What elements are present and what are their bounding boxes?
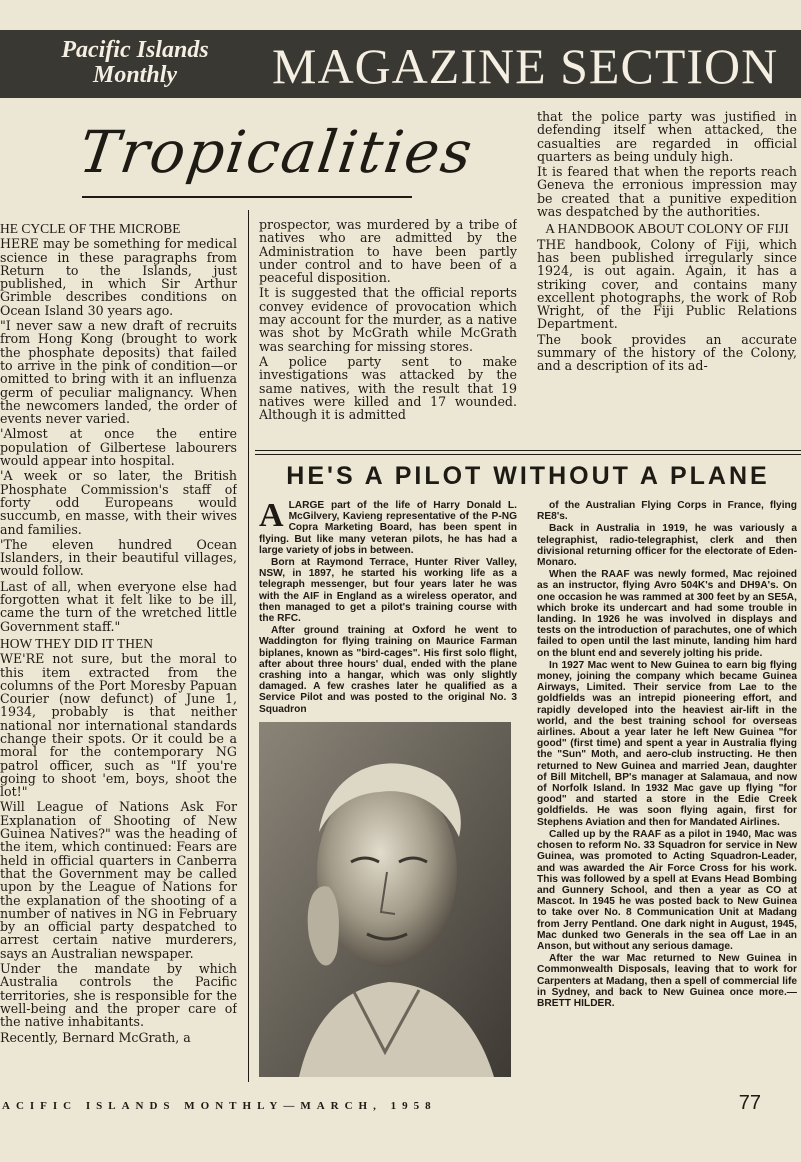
pilot-article-column-1 bbox=[259, 500, 517, 722]
paragraph: Last of all, when everyone else had forgotten what it felt like to be ill, came the turn of the wretched little Government staff." bbox=[0, 578, 237, 634]
paragraph: prospector, was murdered by a tribe of natives who are admitted by the Administration to have been partly under control and to have been of a peaceful disposition. bbox=[259, 218, 517, 286]
paragraph: WE'RE not sure, but the moral to this item extracted from the columns of the Port Moresby Papuan Courier (now defunct) of June 1, 1934, probably is that neither national nor international standards change their spots. Or it could be a moral for the contemporary NG patrol officer, such as "If you're going to shoot 'em, boys, shoot the lot!" bbox=[0, 651, 237, 800]
paragraph: Will League of Nations Ask For Explanation of Shooting of New Guinea Natives?" was the heading of the item, which continued: Fears are held in official quarters in Canberra that the Government may be called upon by the League of Nations for the explanation of the shooting of a number of natives in NG in February by an official party despatched to arrest certain native murderers, says an Australian newspaper. bbox=[0, 799, 237, 961]
article-paragraph: of the Australian Flying Corps in France, flying RE8's. bbox=[537, 500, 797, 523]
page-number: 77 bbox=[738, 1092, 761, 1114]
pilot-article-column-2 bbox=[537, 500, 797, 1080]
paragraph: HERE may be something for medical science in these paragraphs from Return to the Islands, just published, in which Sir Arthur Grimble describes conditions on Ocean Island 30 years ago. bbox=[0, 236, 237, 318]
paragraph: 'Almost at once the entire population of Gilbertese labourers would appear into hospital. bbox=[0, 426, 237, 469]
portrait-photo bbox=[259, 722, 511, 1077]
subheading: A HANDBOOK ABOUT COLONY OF FIJI bbox=[545, 221, 789, 237]
paragraph: Under the mandate by which Australia controls the Pacific territories, she is responsible for the well-being and the proper care of the native inhabitants. bbox=[0, 961, 237, 1030]
article-paragraph: Back in Australia in 1919, he was variously a telegraphist, radio-telegraphist, clerk and then divisional returning officer for the electorate of Eden-Monaro. bbox=[537, 523, 797, 569]
article-paragraph: After the war Mac returned to New Guinea in Commonwealth Disposals, leaving that to work for Carpenters at Madang, then a spell of commercial life in Sydney, and back to New Guinea once more.—BRETT HILDER. bbox=[537, 953, 797, 1009]
article-headline: HE'S A PILOT WITHOUT A PLANE bbox=[286, 462, 770, 490]
drop-cap: A bbox=[259, 500, 284, 534]
article-paragraph: After ground training at Oxford he went to Waddington for flying training on Maurice Farman biplanes, known as "bird-cages". His first solo flight, after about three hours' dual, ended with the plane crashing into a hangar, which was only slightly damaged. A few crashes later he qualified as a Service Pilot and was posted to the original No. 3 Squadron bbox=[259, 625, 517, 715]
article-paragraph: In 1927 Mac went to New Guinea to earn big flying money, joining the company which became Guinea Airways, Limited. Their service from Lae to the goldfields was an intrepid pioneering effort, and rapidly developed into the heaviest air-lift in the world, and the best training school for overseas airlines. About a year later he left New Guinea "for good" (first time) and spent a year in Australia flying the "Sun" Moth, and aero-club instructing. He then returned to New Guinea and married Jean, daughter of Bill Mitchell, BP's manager at Salamaua, and now of Norfolk Island. In 1932 Mac gave up flying "for good" and started a store in the Edie Creek goldfields. He was soon flying again, first for Stephens Aviation and then for Mandated Airlines. bbox=[537, 659, 797, 828]
footer-line: ACIFIC ISLANDS MONTHLY—MARCH, 1958 bbox=[2, 1100, 437, 1112]
subheading: HE CYCLE OF THE MICROBE bbox=[0, 221, 181, 236]
article-paragraph: ALARGE part of the life of Harry Donald L. McGilvery, Kavieng representative of the P-NG Copra Marketing Board, has been spent in flying. But like many veteran pilots, he has had a large variety of jobs in between. bbox=[259, 500, 517, 556]
masthead-banner bbox=[0, 30, 801, 98]
paragraph: The book provides an accurate summary of the history of the Colony, and a description of its ad- bbox=[537, 331, 797, 374]
tropicalities-column-3 bbox=[537, 110, 797, 443]
paragraph: It is suggested that the official reports convey evidence of provocation which may account for the murder, as a native was shot by McGrath while McGrath was searching for missing stores. bbox=[259, 285, 517, 354]
article-paragraph: Born at Raymond Terrace, Hunter River Valley, NSW, in 1897, he started his working life as a telegraph messenger, but four years later he was with the AIF in England as a wireless operator, and then managed to get a pilot's training course with the RFC. bbox=[259, 557, 517, 625]
paragraph: Recently, Bernard McGrath, a bbox=[0, 1029, 191, 1045]
section-title: MAGAZINE SECTION bbox=[272, 38, 779, 94]
section-divider bbox=[255, 450, 801, 451]
tropicalities-column-2 bbox=[259, 218, 517, 443]
paragraph: 'The eleven hundred Ocean Islanders, in their beautiful villages, would follow. bbox=[0, 536, 237, 579]
column-divider bbox=[248, 210, 249, 1082]
paragraph: THE handbook, Colony of Fiji, which has been published irregularly since 1924, is out again. Again, it has a striking cover, and contains many excellent photographs, the work of Rob Wright, of the Fiji Public Relations Department. bbox=[537, 236, 797, 332]
paragraph: It is feared that when the reports reach Geneva the erronious impression may be created that a punitive expedition was despatched by the authorities. bbox=[537, 164, 797, 220]
paragraph: "I never saw a new draft of recruits from Hong Kong (brought to work the phosphate deposits) that failed to arrive in the pink of condition—or omitted to bring with it an influenza germ of peculiar malignancy. When the newcomers landed, the order of events never varied. bbox=[0, 318, 237, 427]
article-paragraph: Called up by the RAAF as a pilot in 1940, Mac was chosen to reform No. 33 Squadron for service in New Guinea, was promoted to Acting Squadron-Leader, and was awarded the Air Force Cross for his work. This was followed by a spell at Evans Head Bombing and Gunnery School, and then a year as CO at Mascot. In 1945 he was posted back to New Guinea to take over No. 8 Communication Unit at Madang from Jerry Pentland. One dark night in August, 1945, Mac dunked two Generals in the sea off Lae in an Anson, but without any serious damage. bbox=[537, 828, 797, 952]
paragraph: 'A week or so later, the British Phosphate Commission's staff of forty odd Europeans would succumb, en masse, with their wives and families. bbox=[0, 468, 237, 537]
title-underline bbox=[82, 196, 412, 198]
page-footer bbox=[0, 1092, 801, 1118]
article-paragraph: When the RAAF was newly formed, Mac rejoined as an instructor, flying Avro 504K's and DH9A's. On one occasion he was rammed at 300 feet by an SE5A, which broke its undercart and had some trouble in landing. In 1926 he was involved in displays and tests on the introduction of parachutes, one of which failed to open until the last minute, landing him hard on the blunt end and severely jolting his pride. bbox=[537, 569, 797, 659]
column-title: Tropicalities bbox=[75, 118, 478, 186]
paragraph: that the police party was justified in defending itself when attacked, the casualties are regarded in official quarters as being unduly high. bbox=[537, 110, 797, 164]
tropicalities-column-1 bbox=[0, 218, 237, 1078]
subheading: HOW THEY DID IT THEN bbox=[0, 635, 153, 651]
section-divider bbox=[255, 454, 801, 455]
paragraph: A police party sent to make investigations was attacked by the same natives, with the result that 19 natives were killed and 17 wounded. Although it is admitted bbox=[259, 353, 517, 423]
publication-name: Pacific Islands Monthly bbox=[61, 37, 209, 88]
